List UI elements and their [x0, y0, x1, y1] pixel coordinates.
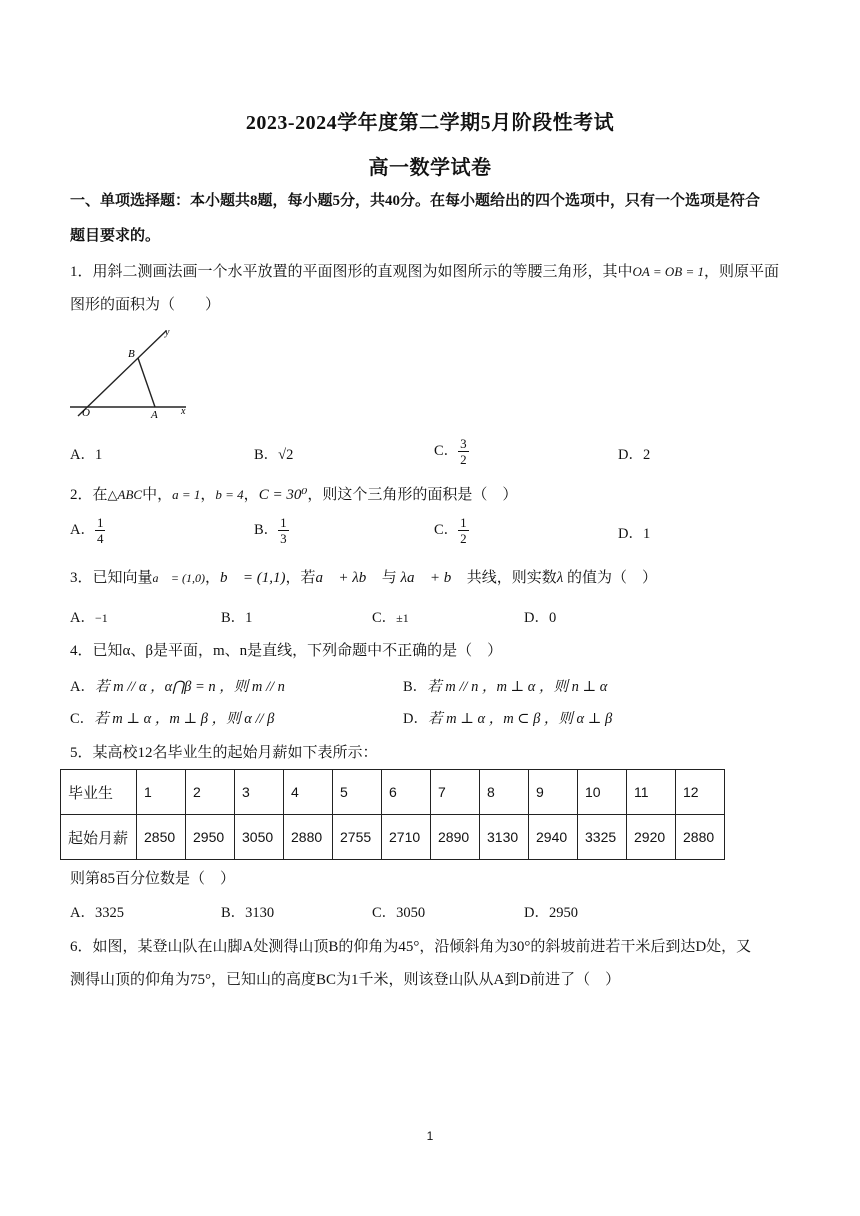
q1-stem-a: 1．用斜二测画法画一个水平放置的平面图形的直观图为如图所示的等腰三角形，其中	[70, 264, 633, 280]
q1-option-c[interactable]: C． $\frac{3}{2}$	[434, 436, 467, 467]
q1-stem-line2-text: 图形的面积为（ ）	[70, 297, 221, 313]
q1-option-a[interactable]: A．1	[70, 447, 103, 463]
q5-option-b[interactable]: B．3130	[221, 905, 275, 921]
section-heading-line1: 一、单项选择题：本小题共8题，每小题5分，共40分。在每小题给出的四个选项中，只有一个选项是符合	[70, 193, 761, 209]
q1-stem-c: ，则原平面	[703, 264, 779, 280]
q5-after: 则第85百分位数是（ ）	[70, 871, 236, 887]
q2-option-a[interactable]: A． $\frac{1}{4}$	[70, 515, 104, 546]
table-cell: 2880	[284, 815, 333, 860]
section-heading-line2: 题目要求的。	[70, 228, 161, 244]
table-cell: 3130	[480, 815, 529, 860]
table-cell: 2710	[382, 815, 431, 860]
table-cell: 2940	[529, 815, 578, 860]
table-cell: 9	[529, 770, 578, 815]
table-header-graduate: 毕业生	[61, 770, 137, 815]
table-cell: 2890	[431, 815, 480, 860]
table-cell: 10	[578, 770, 627, 815]
q5-option-c[interactable]: C．3050	[372, 905, 426, 921]
table-cell: 8	[480, 770, 529, 815]
table-cell: 7	[431, 770, 480, 815]
q4-option-d[interactable]: D．若 m ⊥ α ，m ⊂ β ，则 α ⊥ β	[403, 711, 613, 727]
q5-option-d[interactable]: D．2950	[524, 905, 578, 921]
table-cell: 4	[284, 770, 333, 815]
table-cell: 1	[137, 770, 186, 815]
table-cell: 5	[333, 770, 382, 815]
q1-figure	[68, 326, 198, 422]
label-y: y	[165, 327, 170, 338]
q4-option-b[interactable]: B．若 m // n ，m ⊥ α ，则 n ⊥ α	[403, 679, 608, 695]
segment-ba	[138, 358, 155, 407]
table-cell: 11	[627, 770, 676, 815]
q1-stem-line1	[70, 261, 800, 283]
q6-stem-line2: 测得山顶的仰角为75°，已知山的高度BC为1千米，则该登山队从A到D前进了（ ）	[70, 972, 621, 988]
y-axis-line	[78, 331, 166, 416]
q1-option-b[interactable]: B．√2	[254, 447, 294, 463]
q3-option-a[interactable]: A．−1	[70, 610, 108, 626]
q4-stem: 4．已知α、β是平面，m、n是直线，下列命题中不正确的是（ ）	[70, 643, 503, 659]
label-o: O	[82, 407, 90, 419]
table-header-salary: 起始月薪	[61, 815, 137, 860]
q5-stem: 5．某高校12名毕业生的起始月薪如下表所示：	[70, 745, 378, 761]
table-cell: 2880	[676, 815, 725, 860]
q2-stem: 2．在△ABC中，a = 1，b = 4，C = 30⁰，则这个三角形的面积是（ ）	[70, 487, 518, 503]
q2-option-d[interactable]: D．1	[618, 526, 651, 542]
table-cell: 3325	[578, 815, 627, 860]
q3-option-b[interactable]: B．1	[221, 610, 253, 626]
salary-table	[60, 769, 725, 860]
q3-stem: 3．已知向量a⃗ = (1,0)，b⃗ = (1,1)，若a⃗ + λb⃗ 与 λa⃗ + b⃗ 共线，则实数λ 的值为（ ）	[70, 570, 657, 586]
table-cell: 2755	[333, 815, 382, 860]
q2-option-b[interactable]: B． $\frac{1}{3}$	[254, 515, 287, 546]
q1-option-c-fraction: $\frac{3}{2}$	[460, 436, 467, 467]
table-cell: 2850	[137, 815, 186, 860]
section-heading	[70, 190, 800, 212]
q3-option-d[interactable]: D．0	[524, 610, 557, 626]
q1-stem-line2	[70, 294, 800, 316]
q2-option-c[interactable]: C． $\frac{1}{2}$	[434, 515, 467, 546]
q4-option-a[interactable]: A．若 m // α ，α⋂β = n ，则 m // n	[70, 679, 285, 695]
table-cell: 2920	[627, 815, 676, 860]
label-a: A	[151, 409, 158, 421]
table-cell: 12	[676, 770, 725, 815]
q6-stem-line1: 6．如图，某登山队在山脚A处测得山顶B的仰角为45°，沿倾斜角为30°的斜坡前进若干米后到达D处，又	[70, 939, 752, 955]
page-number: 1	[426, 1129, 434, 1143]
exam-title: 2023-2024学年度第二学期5月阶段性考试	[245, 112, 615, 134]
table-cell: 2	[186, 770, 235, 815]
q1-stem-math: OA = OB = 1	[632, 264, 704, 279]
table-cell: 3	[235, 770, 284, 815]
label-b: B	[128, 348, 135, 360]
exam-subtitle: 高一数学试卷	[368, 157, 492, 179]
q1-option-d[interactable]: D．2	[618, 447, 651, 463]
table-cell: 6	[382, 770, 431, 815]
table-row	[61, 815, 725, 860]
table-row	[61, 770, 725, 815]
q3-option-c[interactable]: C．±1	[372, 610, 409, 626]
table-cell: 2950	[186, 815, 235, 860]
label-x: x	[181, 406, 186, 417]
table-cell: 3050	[235, 815, 284, 860]
q4-option-c[interactable]: C．若 m ⊥ α ，m ⊥ β ，则 α // β	[70, 711, 275, 727]
q5-option-a[interactable]: A．3325	[70, 905, 124, 921]
section-heading-cont	[70, 225, 800, 247]
